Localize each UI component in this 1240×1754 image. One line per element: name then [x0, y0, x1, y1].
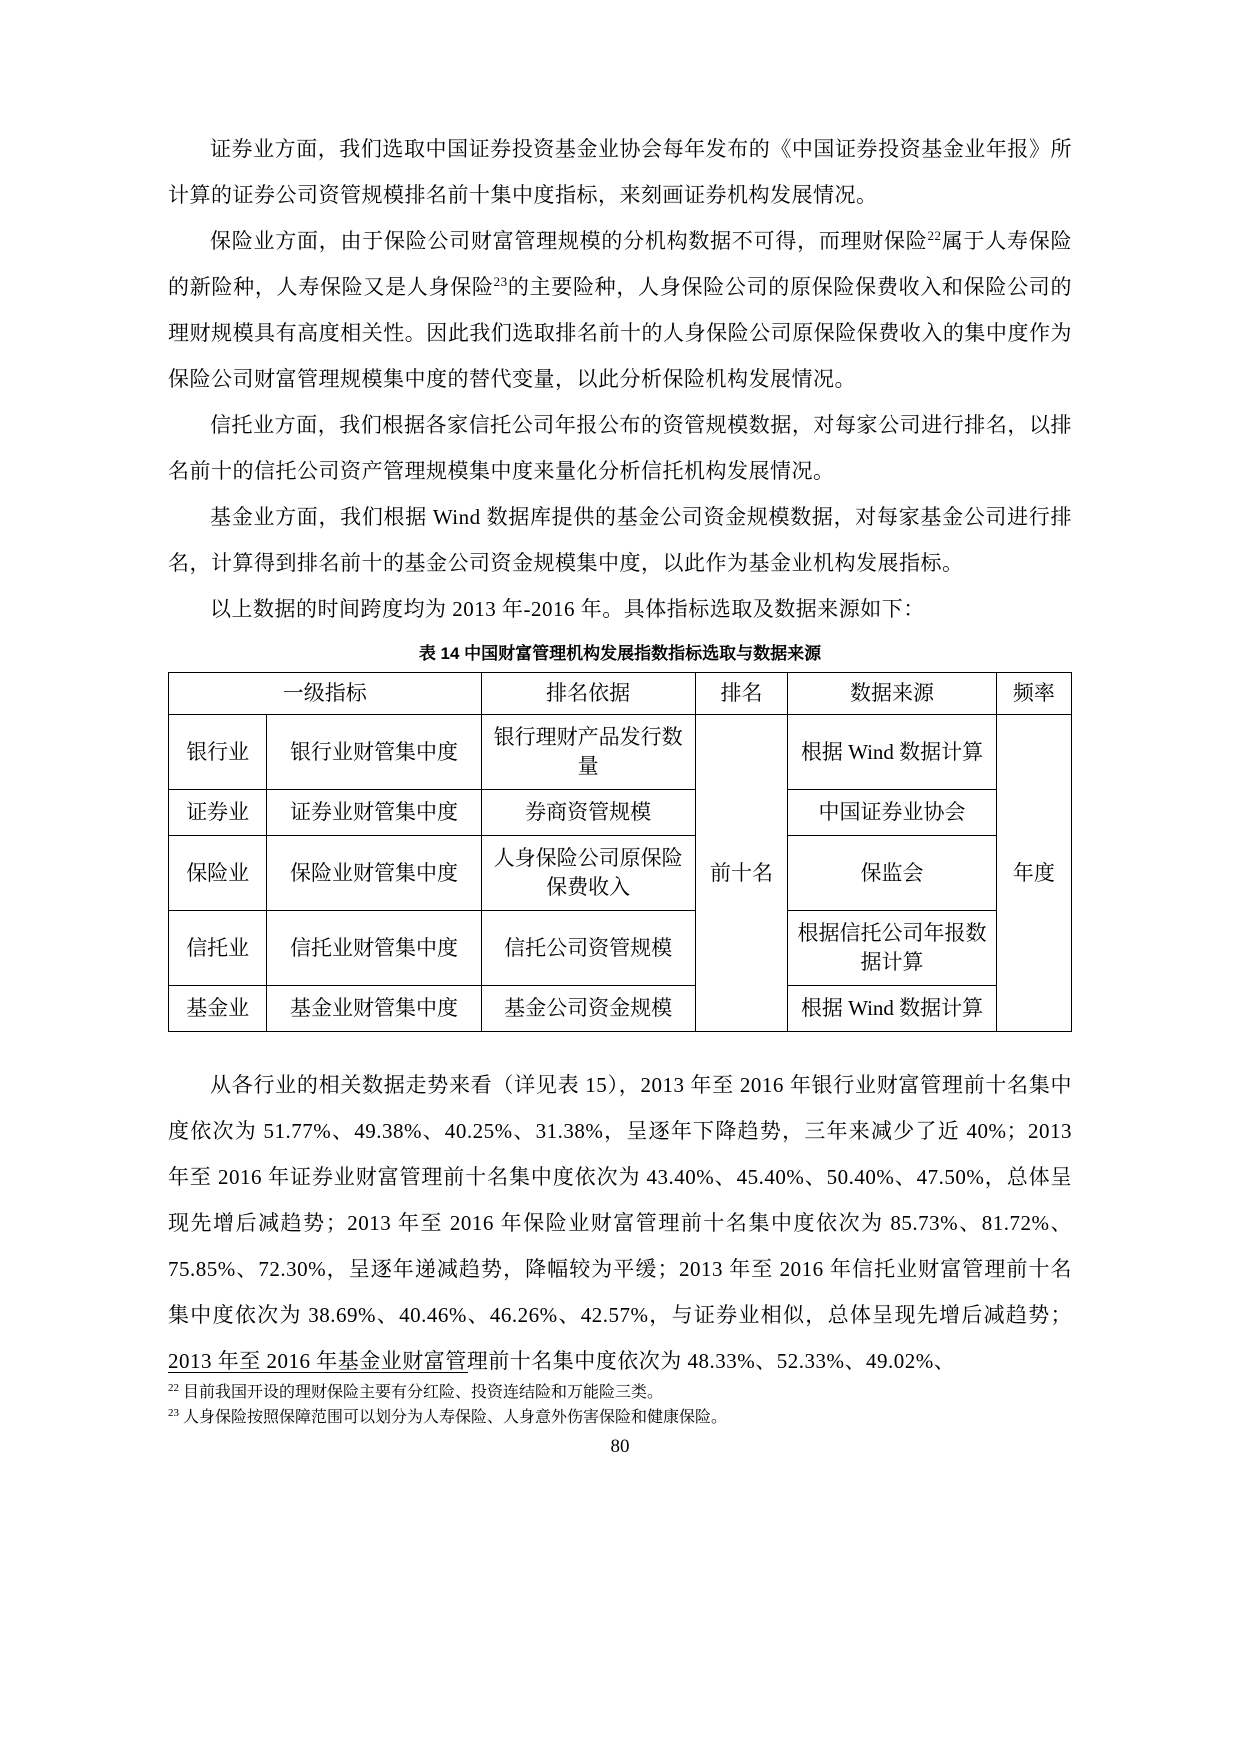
cell-indicator: 基金业财管集中度: [267, 986, 481, 1032]
header-data-source: 数据来源: [788, 673, 996, 715]
footnote-ref-23: 23: [493, 274, 508, 289]
indicator-table: [168, 672, 1072, 1032]
footnote-separator: [168, 1372, 468, 1373]
cell-rank-merged: 前十名: [695, 715, 788, 1032]
cell-industry: 保险业: [169, 836, 267, 911]
cell-basis: 银行理财产品发行数量: [481, 715, 695, 790]
table-row-trust: [169, 911, 1072, 986]
cell-source: 中国证券业协会: [788, 790, 996, 836]
cell-industry: 基金业: [169, 986, 267, 1032]
paragraph-text: 属于人寿保险的新险种，人寿保险又是人身保险: [168, 229, 1073, 299]
cell-source: 保监会: [788, 836, 996, 911]
paragraph-text: 证券业方面，我们选取中国证券投资基金业协会每年发布的《中国证券投资基金业年报》所计算的证券公司资管规模排名前十集中度指标，来刻画证券机构发展情况。: [168, 137, 1072, 207]
body-paragraph-securities: [168, 126, 1072, 218]
table-row-securities: [169, 790, 1072, 836]
paragraph-text: 从各行业的相关数据走势来看（详见表 15），2013 年至 2016 年银行业财富管理前十名集中度依次为 51.77%、49.38%、40.25%、31.38%，呈逐年下降趋势，三年来减少了近 40%；2013 年至 2016 年证券业财富管理前十名集中度依次为 43.40%、45.40%、50.40%、47.50%，总体呈现先增后减趋势；2013 年至 2016 年保险业财富管理前十名集中度依次为 85.73%、81.72%、75.85%、72.30%，呈逐年递减趋势，降幅较为平缓；2013 年至 2016 年信托业财富管理前十名集中度依次为 38.69%、40.46%、46.26%、42.57%，与证券业相似，总体呈现先增后减趋势；2013 年至 2016 年基金业财富管理前十名集中度依次为 48.33%、52.33%、49.02%、: [168, 1073, 1072, 1373]
body-paragraph-timespan: [168, 586, 1072, 632]
cell-industry: 信托业: [169, 911, 267, 986]
body-paragraph-fund: [168, 494, 1072, 586]
footnote-marker: 23: [168, 1406, 179, 1419]
cell-industry: 银行业: [169, 715, 267, 790]
header-frequency: 频率: [996, 673, 1071, 715]
cell-indicator: 银行业财管集中度: [267, 715, 481, 790]
paragraph-text: 保险业方面，由于保险公司财富管理规模的分机构数据不可得，而理财保险: [210, 229, 928, 253]
footnote-text: 人身保险按照保障范围可以划分为人寿保险、人身意外伤害保险和健康保险。: [183, 1409, 728, 1426]
header-rank: 排名: [695, 673, 788, 715]
cell-basis: 信托公司资管规模: [481, 911, 695, 986]
cell-indicator: 证券业财管集中度: [267, 790, 481, 836]
cell-source: 根据信托公司年报数据计算: [788, 911, 996, 986]
page-number: 80: [610, 1436, 630, 1457]
cell-source: 根据 Wind 数据计算: [788, 715, 996, 790]
footnote-22: [168, 1380, 1072, 1405]
paragraph-text: 基金业方面，我们根据 Wind 数据库提供的基金公司资金规模数据，对每家基金公司进行排名，计算得到排名前十的基金公司资金规模集中度，以此作为基金业机构发展指标。: [168, 505, 1072, 575]
cell-indicator: 信托业财管集中度: [267, 911, 481, 986]
table-row-banking: [169, 715, 1072, 790]
cell-basis: 券商资管规模: [481, 790, 695, 836]
paragraph-text: 的主要险种，人身保险公司的原保险保费收入和保险公司的理财规模具有高度相关性。因此我们选取排名前十的人身保险公司原保险保费收入的集中度作为保险公司财富管理规模集中度的替代变量，以此分析保险机构发展情况。: [168, 275, 1072, 391]
footnote-23: [168, 1405, 1072, 1430]
table-row-fund: [169, 986, 1072, 1032]
body-paragraph-trend-analysis: [168, 1062, 1072, 1384]
footnote-text: 目前我国开设的理财保险主要有分红险、投资连结险和万能险三类。: [183, 1384, 664, 1401]
header-ranking-basis: 排名依据: [481, 673, 695, 715]
table-header-row: [169, 673, 1072, 715]
footnote-marker: 22: [168, 1381, 179, 1394]
cell-source: 根据 Wind 数据计算: [788, 986, 996, 1032]
body-paragraph-insurance: [168, 218, 1072, 402]
table-row-insurance: [169, 836, 1072, 911]
paragraph-text: 信托业方面，我们根据各家信托公司年报公布的资管规模数据，对每家公司进行排名，以排名前十的信托公司资产管理规模集中度来量化分析信托机构发展情况。: [168, 413, 1072, 483]
cell-basis: 人身保险公司原保险保费收入: [481, 836, 695, 911]
paragraph-text: 以上数据的时间跨度均为 2013 年-2016 年。具体指标选取及数据来源如下：: [210, 597, 925, 621]
table-caption: 表 14 中国财富管理机构发展指数指标选取与数据来源: [418, 644, 822, 663]
footnotes-section: [168, 1372, 1072, 1430]
header-level1-indicator: 一级指标: [169, 673, 482, 715]
body-paragraph-trust: [168, 402, 1072, 494]
cell-frequency-merged: 年度: [996, 715, 1071, 1032]
cell-indicator: 保险业财管集中度: [267, 836, 481, 911]
cell-basis: 基金公司资金规模: [481, 986, 695, 1032]
cell-industry: 证券业: [169, 790, 267, 836]
footnote-ref-22: 22: [927, 228, 942, 243]
